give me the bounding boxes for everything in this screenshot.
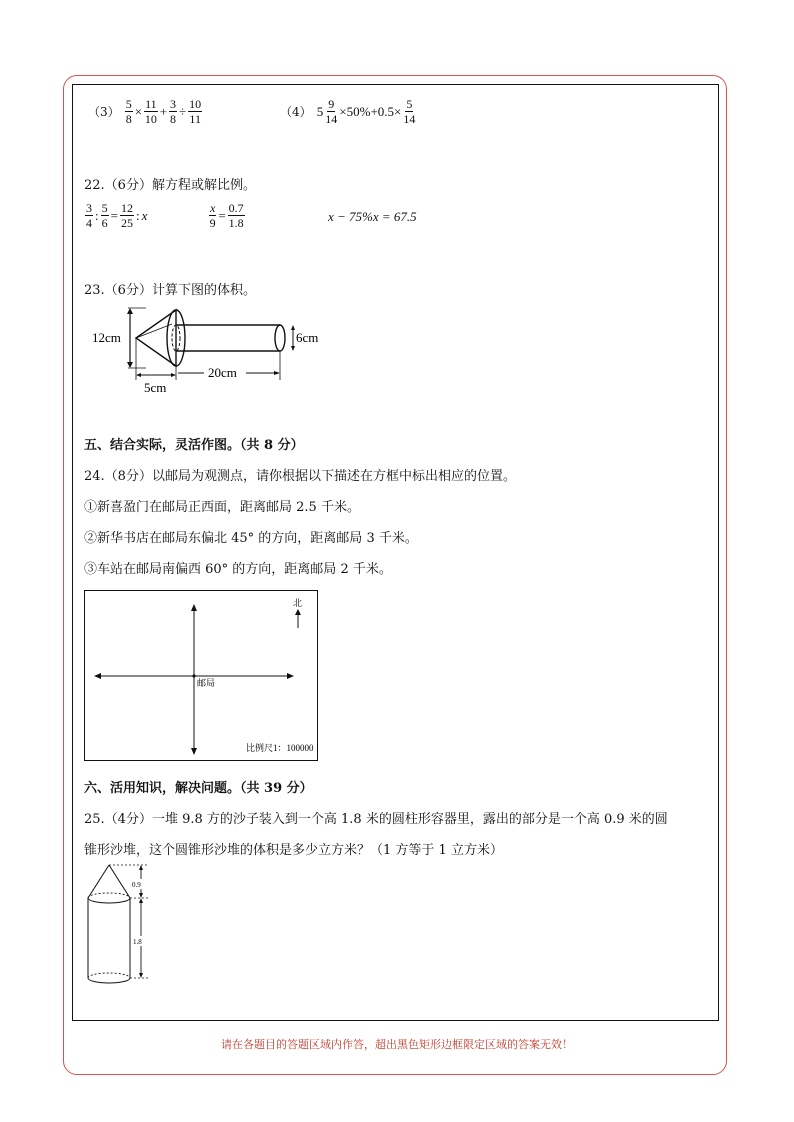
- q22-equation-2: $\frac{x}{9}$ = $\frac{0.7}{1.8}$: [209, 201, 244, 230]
- operator: ×: [134, 103, 143, 119]
- problem-4: [280, 97, 416, 126]
- q25-line-1: 25.（4分）一堆 9.8 方的沙子装入到一个高 1.8 米的圆柱形容器里，露出的部分是一个高 0.9 米的圆: [84, 812, 668, 827]
- q22-title: 22.（6分）解方程或解比例。: [84, 178, 256, 193]
- label-20cm: 20cm: [208, 365, 237, 380]
- map-north-label: 北: [293, 598, 303, 608]
- operator: ÷: [179, 103, 187, 119]
- operator: +: [159, 103, 168, 119]
- problem-3: [88, 97, 203, 126]
- q24-item-3: ③车站在邮局南偏西 60° 的方向，距离邮局 2 千米。: [84, 562, 392, 577]
- label-0-9: 0.9: [132, 881, 141, 889]
- q24-item-1: ①新喜盈门在邮局正西面，距离邮局 2.5 千米。: [84, 500, 360, 515]
- label-12cm: 12cm: [92, 330, 121, 345]
- problem-4-label: （4）: [280, 105, 312, 119]
- q25-line-2: 锥形沙堆，这个圆锥形沙堆的体积是多少立方米？（1 方等于 1 立方米）: [84, 843, 503, 858]
- map-scale-label: 比例尺1：100000: [246, 743, 314, 753]
- q23-title: 23.（6分）计算下图的体积。: [84, 283, 256, 298]
- map-center-label: 邮局: [197, 678, 216, 688]
- fraction: $\frac{5}{14}$: [403, 97, 416, 126]
- q25-sand-figure: [84, 860, 164, 990]
- whole-number: 5: [316, 103, 324, 119]
- problem-3-label: （3）: [88, 105, 120, 119]
- section-6-title: 六、活用知识，解决问题。（共 39 分）: [84, 781, 313, 796]
- fraction: $\frac{10}{11}$: [189, 97, 202, 126]
- fraction: $\frac{3}{8}$: [170, 97, 177, 126]
- q24-title: 24.（8分）以邮局为观测点，请你根据以下描述在方框中标出相应的位置。: [84, 469, 516, 484]
- expression-middle: ×50%+0.5×: [339, 103, 402, 119]
- fraction: $\frac{11}{10}$: [144, 97, 157, 126]
- section-5-title: 五、结合实际，灵活作图。（共 8 分）: [84, 438, 304, 453]
- q22-equation-1: $\frac{3}{4}$ : $\frac{5}{6}$ = $\frac{12}{25}$ : x: [86, 201, 148, 230]
- fraction: $\frac{9}{14}$: [325, 97, 338, 126]
- q24-item-2: ②新华书店在邮局东偏北 45° 的方向，距离邮局 3 千米。: [84, 531, 418, 546]
- fraction: $\frac{5}{8}$: [125, 97, 132, 126]
- q22-equation-3: x − 75%x = 67.5: [328, 209, 417, 224]
- label-1-8: 1.8: [133, 938, 142, 946]
- q24-map-box: [84, 590, 318, 762]
- label-6cm: 6cm: [296, 330, 319, 345]
- q23-solid-figure: [84, 300, 344, 400]
- footer-warning: 请在各题目的答题区域内作答，超出黑色矩形边框限定区域的答案无效！: [221, 1038, 573, 1051]
- label-5cm: 5cm: [144, 380, 167, 395]
